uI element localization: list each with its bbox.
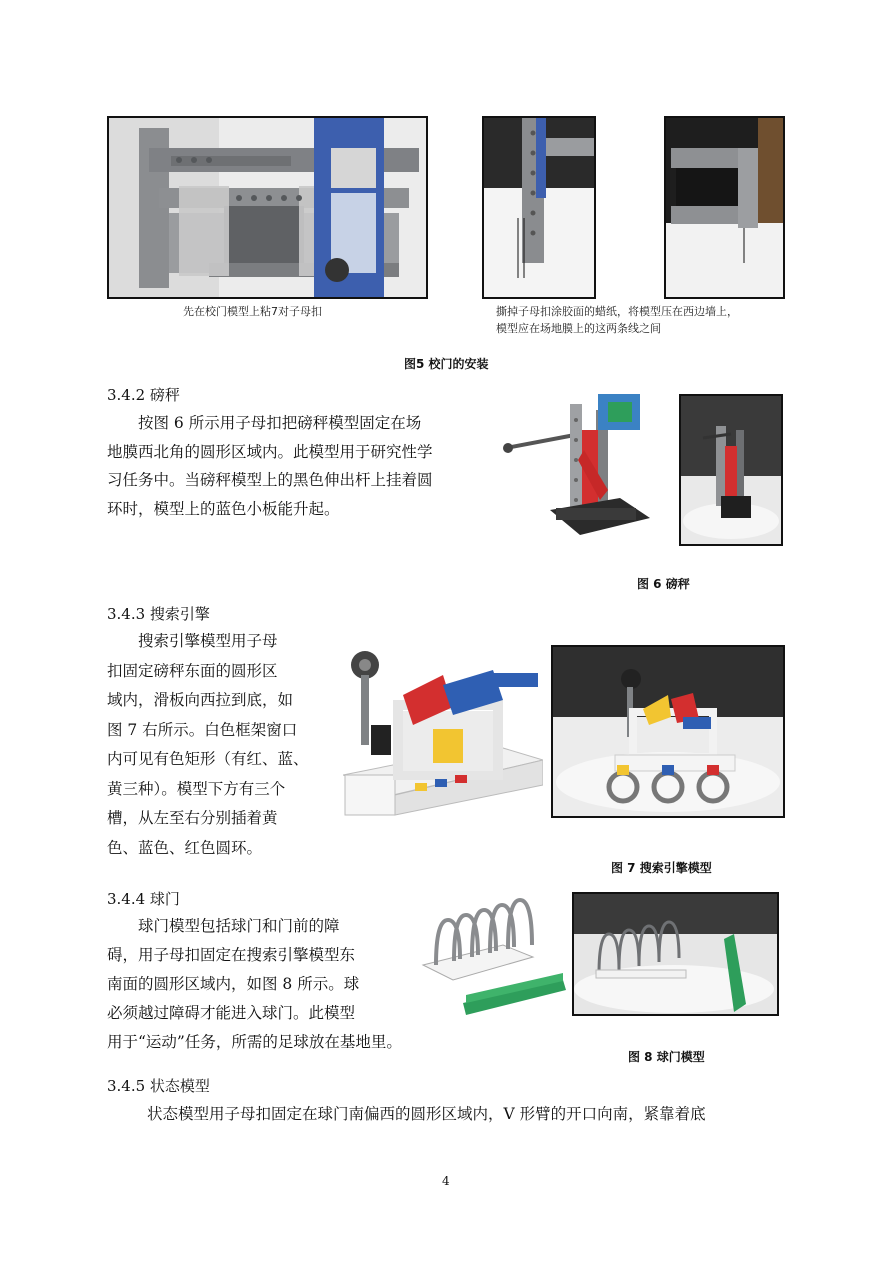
- figure7-title: 图 7 搜索引擎模型: [611, 861, 712, 875]
- section-342-line: 环时，模型上的蓝色小板能升起。: [107, 499, 340, 518]
- section-344-line: 球门模型包括球门和门前的障: [138, 917, 340, 935]
- section-344-line: 必须越过障碍才能进入球门。此模型: [107, 1004, 356, 1022]
- scale-model-render: [500, 390, 660, 550]
- scale-model-photo: [681, 396, 781, 544]
- figure5-photo-middle: [482, 116, 596, 299]
- figure8-photo: [572, 892, 779, 1016]
- gate-model-side-image: [484, 118, 594, 297]
- section-342-line: 按图 6 所示用子母扣把磅秤模型固定在场: [138, 414, 422, 432]
- figure6-photo: [679, 394, 783, 546]
- section-343-line: 扣固定磅秤东面的圆形区: [107, 661, 278, 680]
- figure5-photo-left: [107, 116, 428, 299]
- goal-model-render: [418, 885, 568, 1020]
- search-engine-model-render: [343, 645, 543, 823]
- section-343-line: 内可见有色矩形（有红、蓝、: [107, 750, 309, 768]
- figure5-title: 图5 校门的安装: [404, 357, 489, 371]
- goal-model-photo: [574, 894, 777, 1014]
- scale-model-image: [500, 390, 660, 550]
- search-engine-model-image: [343, 645, 543, 823]
- figure5-right-caption-line1: 撕掉子母扣涂胶面的蜡纸，将模型压在西边墙上，: [496, 305, 738, 318]
- gate-model-top-view-image: [109, 118, 426, 297]
- section-345-line: 状态模型用子母扣固定在球门南偏西的圆形区域内，V 形臂的开口向南，紧靠着底: [147, 1105, 706, 1123]
- section-344-line: 碍，用子母扣固定在搜索引擎模型东: [107, 946, 356, 964]
- page-number: 4: [442, 1174, 450, 1188]
- figure7-photo: [551, 645, 785, 818]
- section-342-line: 地膜西北角的圆形区域内。此模型用于研究性学: [107, 442, 433, 461]
- section-343-line: 域内，滑板向西拉到底，如: [107, 691, 294, 709]
- section-344-line: 南面的圆形区域内，如图 8 所示。球: [107, 975, 360, 993]
- section-343-line: 黄三种）。模型下方有三个: [107, 779, 286, 798]
- section-345-heading: 3.4.5 状态模型: [107, 1077, 210, 1095]
- section-343-paragraph: [107, 627, 325, 863]
- figure8-title: 图 8 球门模型: [628, 1050, 705, 1064]
- goal-model-image: [418, 885, 568, 1020]
- section-343-line: 搜索引擎模型用子母: [138, 632, 278, 650]
- section-342-line: 习任务中。当磅秤模型上的黑色伸出杆上挂着圆: [107, 471, 433, 489]
- section-344-line: 用于“运动”任务，所需的足球放在基地里。: [107, 1033, 402, 1051]
- section-344-heading: 3.4.4 球门: [107, 890, 180, 908]
- figure5-photo-right: [664, 116, 785, 299]
- figure5-left-caption: 先在校门模型上粘7对子母扣: [183, 305, 322, 318]
- section-343-line: 色、蓝色、红色圆环。: [107, 838, 263, 857]
- search-engine-model-photo: [553, 647, 783, 816]
- section-343-line: 槽，从左至右分别插着黄: [107, 809, 278, 827]
- section-342-paragraph: [107, 409, 483, 523]
- figure6-title: 图 6 磅秤: [637, 577, 690, 591]
- section-343-line: 图 7 右所示。白色框架窗口: [107, 720, 298, 739]
- section-342-heading: 3.4.2 磅秤: [107, 386, 180, 404]
- gate-model-mounted-image: [666, 118, 783, 297]
- section-343-heading: 3.4.3 搜索引擎: [107, 605, 210, 623]
- figure5-right-caption-line2: 模型应在场地膜上的这两条线之间: [496, 322, 661, 335]
